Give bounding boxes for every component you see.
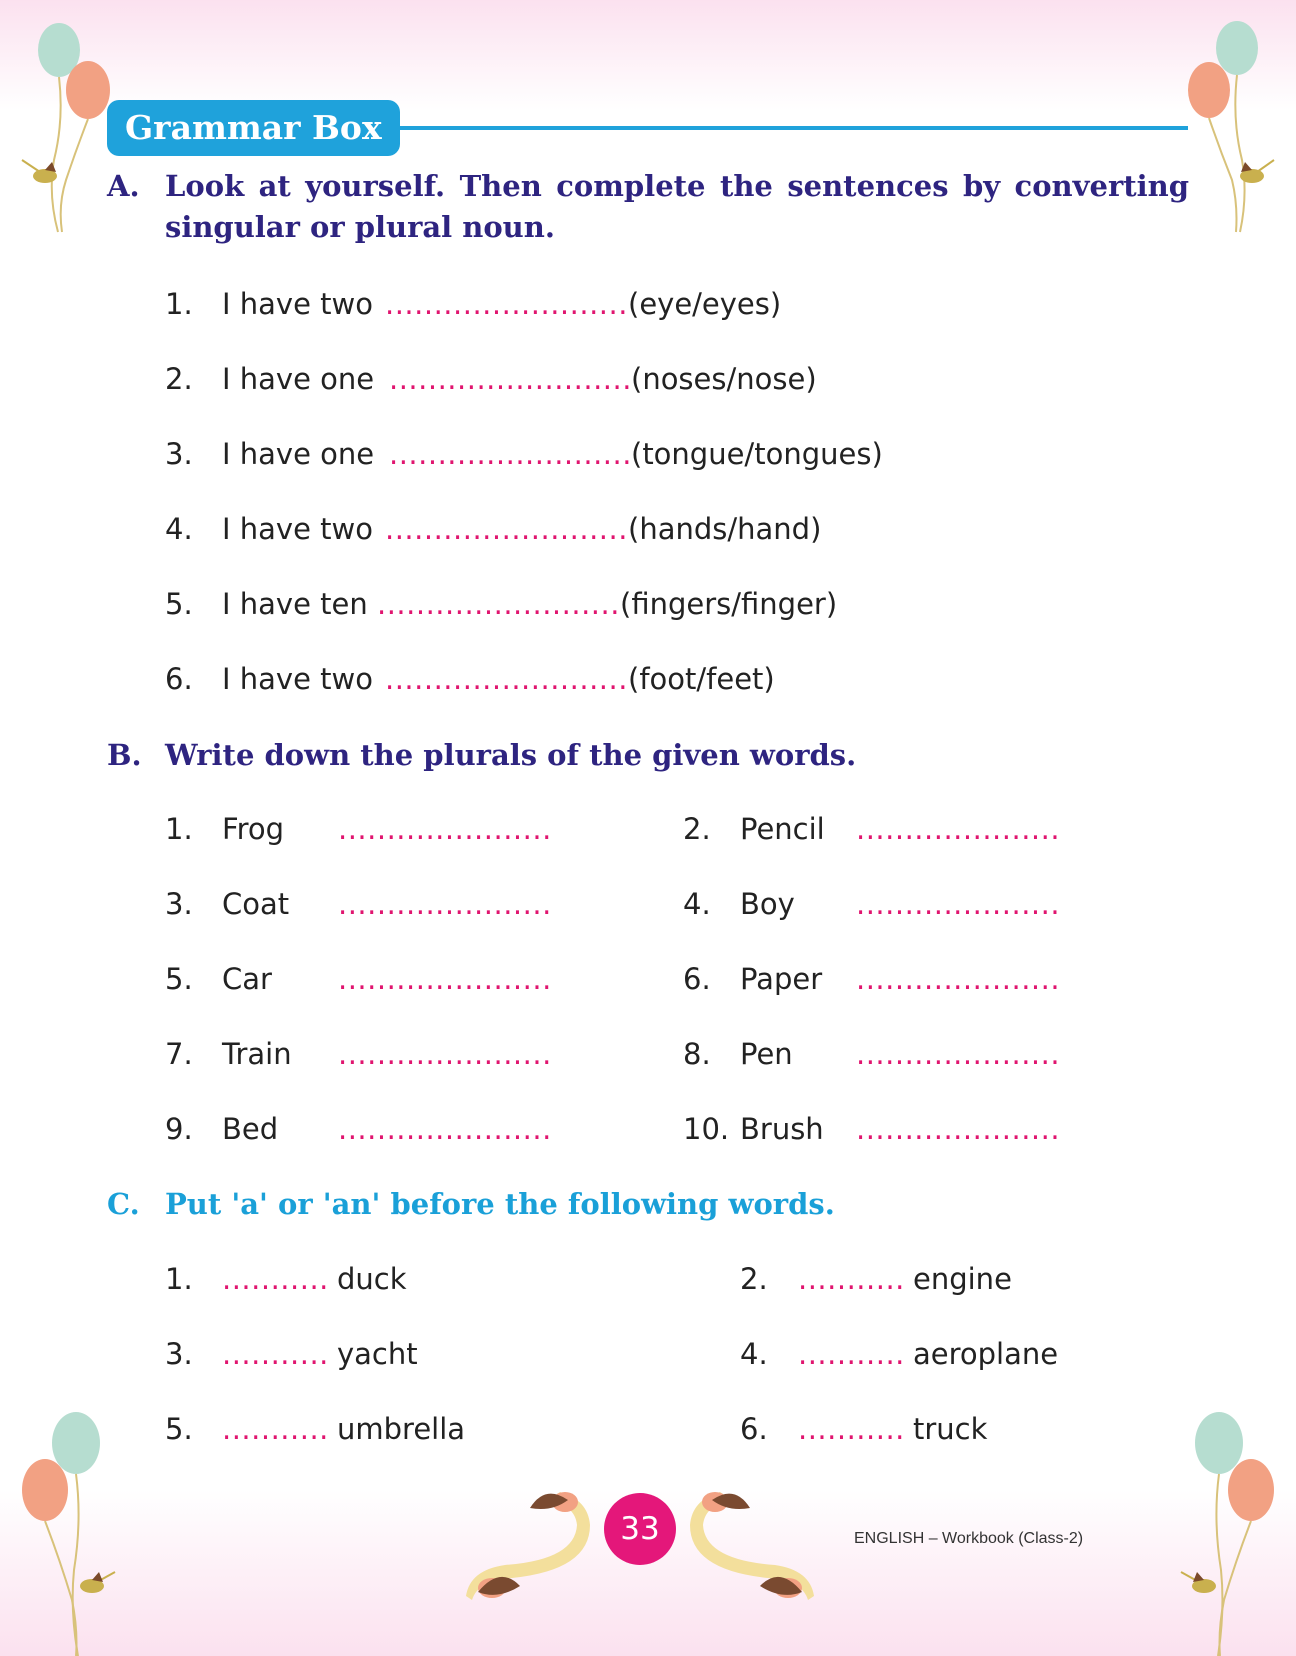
answer-blank[interactable]: ........... [222,1412,329,1446]
item-word: Pen [740,1037,793,1071]
item-number: 1. [165,1262,193,1296]
item-word: Frog [222,812,285,846]
item-text: I have two [222,662,373,696]
section-letter: A. [107,169,140,203]
item-options: (tongue/tongues) [631,437,883,471]
section-letter: B. [107,738,142,772]
item-text: I have two [222,287,373,321]
item-number: 4. [165,512,193,546]
item-number: 6. [165,662,193,696]
item-number: 8. [683,1037,711,1071]
answer-blank[interactable]: ........... [798,1412,905,1446]
item-options: (fingers/finger) [620,587,838,621]
answer-blank[interactable]: ..................... [856,812,1061,846]
balloon-icon [61,61,110,232]
answer-blank[interactable]: ........... [798,1337,905,1371]
item-number: 4. [683,887,711,921]
item-word: Pencil [740,812,825,846]
item-options: (eye/eyes) [628,287,782,321]
balloon-icon [22,1459,77,1656]
answer-blank[interactable]: ......................... [377,587,620,621]
book-title: ENGLISH – Workbook (Class-2) [854,1530,1084,1547]
answer-blank[interactable]: ......................... [389,437,632,471]
plural-row [165,808,1165,850]
answer-blank[interactable]: ...................... [338,1037,552,1071]
item-number: 5. [165,587,193,621]
section-letter: C. [107,1187,140,1221]
section-c-heading [107,1184,1189,1225]
answer-blank[interactable]: ...................... [338,1112,552,1146]
item-number: 4. [740,1337,768,1371]
balloon-icon [1188,62,1237,232]
answer-blank[interactable]: ......................... [385,512,628,546]
item-text: I have one [222,437,375,471]
answer-blank[interactable]: ........... [222,1262,329,1296]
answer-blank[interactable]: ...................... [338,887,552,921]
ribbon-icon [466,1492,590,1600]
plural-row [165,883,1165,925]
bird-icon [80,1572,115,1593]
balloon-icon [1220,1459,1275,1656]
plural-row [165,1033,1165,1075]
answer-blank[interactable]: ..................... [856,962,1061,996]
item-number: 3. [165,437,193,471]
bird-icon [1240,160,1274,183]
item-number: 1. [165,812,193,846]
item-number: 6. [740,1412,768,1446]
item-number: 6. [683,962,711,996]
item-word: aeroplane [913,1337,1059,1371]
item-word: truck [913,1412,988,1446]
item-word: Coat [222,887,290,921]
item-number: 2. [740,1262,768,1296]
grammar-box-title: Grammar Box [107,100,400,156]
item-number: 7. [165,1037,193,1071]
section-a-heading [107,166,1189,248]
item-word: duck [337,1262,407,1296]
item-word: Bed [222,1112,279,1146]
article-row [165,1258,1165,1300]
answer-blank[interactable]: ........... [798,1262,905,1296]
answer-blank[interactable]: ......................... [389,362,632,396]
article-row [165,1333,1165,1375]
item-number: 2. [165,362,193,396]
item-word: Paper [740,962,823,996]
ribbon-icon [690,1492,814,1600]
item-number: 5. [165,1412,193,1446]
item-number: 10. [683,1112,730,1146]
section-heading-text: Look at yourself. Then complete the sentences by converting singular or plural noun. [165,169,1189,244]
item-word: yacht [337,1337,418,1371]
item-text: I have ten [222,587,368,621]
answer-blank[interactable]: ..................... [856,1112,1061,1146]
section-heading-text: Put 'a' or 'an' before the following words. [165,1187,835,1221]
balloon-icon [38,23,80,232]
balloon-icon [1216,21,1258,232]
balloon-icon [1195,1412,1243,1656]
item-word: Train [222,1037,292,1071]
item-number: 9. [165,1112,193,1146]
item-text: I have one [222,362,375,396]
item-options: (noses/nose) [631,362,817,396]
item-options: (hands/hand) [628,512,822,546]
item-number: 3. [165,887,193,921]
section-b-heading [107,735,1189,776]
answer-blank[interactable]: ......................... [385,662,628,696]
item-word: Boy [740,887,795,921]
item-number: 2. [683,812,711,846]
item-word: Brush [740,1112,824,1146]
item-word: umbrella [337,1412,466,1446]
page-number: 33 [604,1493,676,1565]
section-heading-text: Write down the plurals of the given words. [165,738,857,772]
item-options: (foot/feet) [628,662,775,696]
item-text: I have two [222,512,373,546]
answer-blank[interactable]: ...................... [338,812,552,846]
bird-icon [22,160,57,183]
answer-blank[interactable]: ......................... [385,287,628,321]
answer-blank[interactable]: ..................... [856,887,1061,921]
plural-row [165,958,1165,1000]
bird-icon [1181,1572,1216,1593]
item-number: 5. [165,962,193,996]
item-word: engine [913,1262,1012,1296]
header-divider [382,126,1188,130]
item-word: Car [222,962,272,996]
article-row [165,1408,1165,1450]
answer-blank[interactable]: ........... [222,1337,329,1371]
answer-blank[interactable]: ..................... [856,1037,1061,1071]
item-number: 1. [165,287,193,321]
item-number: 3. [165,1337,193,1371]
plural-row [165,1108,1165,1150]
answer-blank[interactable]: ...................... [338,962,552,996]
